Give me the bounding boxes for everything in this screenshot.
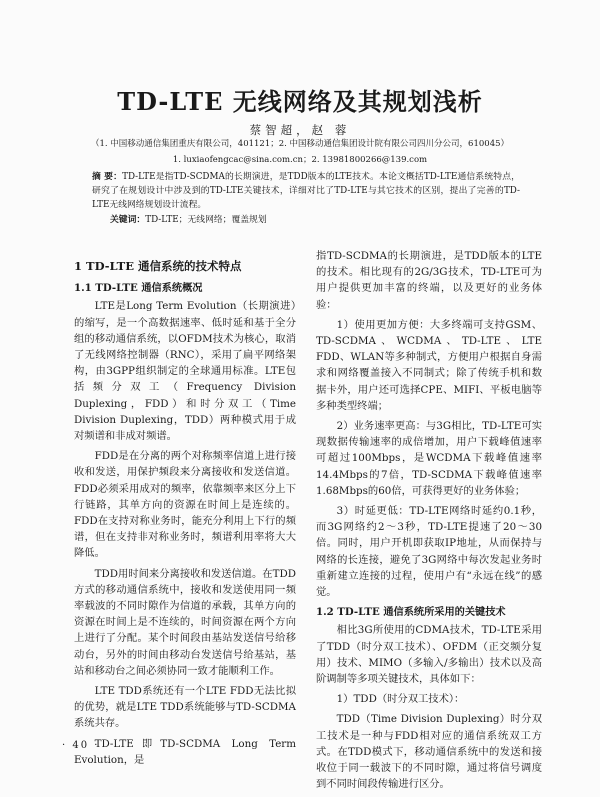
author-emails: 1. luxiaofengcac@sina.com.cn；2. 13981800266@139.com — [172, 155, 428, 165]
keywords-text: TD-LTE；无线网络；覆盖规划 — [145, 215, 267, 225]
abstract-label: 摘 要： — [92, 172, 123, 182]
paragraph: 3）时延更低：TD-LTE网络时延约0.1秒，而3G网络约2～3秒，TD-LTE提速了20～30倍。同时，用户开机即获取IP地址，从而保持与网络的长连接，避免了3G网络中每次发起业务时重新建立连接的过程，使用户有“永远在线”的感觉。 — [316, 505, 542, 599]
abstract-text: TD-LTE是指TD-SCDMA的长期演进，是TDD版本的LTE技术。本论文概括TD-LTE通信系统特点，研究了在规划设计中涉及到的TD-LTE关键技术，详细对比了TD-LTE与其它技术的区别，提出了完善的TD-LTE无线网络规划设计流程。 — [92, 172, 520, 210]
section-heading: 1 TD-LTE 通信系统的技术特点 — [74, 259, 242, 273]
abstract — [92, 170, 520, 212]
keywords — [110, 213, 530, 227]
affiliation: （1. 中国移动通信集团重庆有限公司，401121；2. 中国移动通信集团设计院有限公司四川分公司，610045） — [90, 139, 510, 149]
paragraph: LTE是Long Term Evolution（长期演进）的缩写，是一个高数据速率、低时延和基于全分组的移动通信系统，以OFDM技术为核心，取消了无线网络控制器（RNC），采用了扁平网络架构，由3GPP组织制定的全球通用标准。LTE包括频分双工（Frequency Division Duplexing，FDD）和时分双工（Time Division Duplexing，TDD）两种模式用于成对频谱和非成对频谱。 — [74, 300, 296, 443]
page-number: · 40 · — [62, 740, 100, 751]
right-column — [316, 248, 542, 797]
paper-title: TD-LTE 无线网络及其规划浅析 — [117, 87, 483, 116]
paragraph: TDD用时间来分离接收和发送信道。在TDD方式的移动通信系统中，接收和发送使用同一频率载波的不同时隙作为信道的承载，其单方向的资源在时间上是不连续的，时间资源在两个方向上进行了分配。某个时间段由基站发送信号给移动台，另外的时间由移动台发送信号给基站，基站和移动台之间必须协同一致才能顺利工作。 — [74, 567, 296, 677]
subsection-heading: 1.1 TD-LTE 通信系统概况 — [74, 282, 203, 295]
paragraph: 2）业务速率更高：与3G相比，TD-LTE可实现数据传输速率的成倍增加，用户下载峰值速率可超过100Mbps，是WCDMA下载峰值速率14.4Mbps的7倍，TD-SCDMA下载峰值速率1.68Mbps的60倍，可获得更好的业务体验； — [316, 420, 542, 497]
paragraph: 1）使用更加方便：大多终端可支持GSM、TD-SCDMA、WCDMA、TD-LTE、LTE FDD、WLAN等多种制式，方便用户根据自身需求和网络覆盖接入不同制式；除了传统手机和数据卡外，用户还可选择CPE、MIFI、平板电脑等多种类型终端； — [316, 318, 542, 412]
subsection-heading: 1.2 TD-LTE 通信系统所采用的关键技术 — [316, 606, 506, 619]
paragraph: FDD是在分离的两个对称频率信道上进行接收和发送，用保护频段来分离接收和发送信道。FDD必须采用成对的频率，依靠频率来区分上下行链路，其单方向的资源在时间上是连续的。FDD在支持对称业务时，能充分利用上下行的频谱，但在支持非对称业务时，频谱利用率将大大降低。 — [74, 450, 296, 560]
authors: 蔡智超，赵 蓉 — [249, 123, 351, 137]
paragraph: LTE TDD系统还有一个LTE FDD无法比拟的优势，就是LTE TDD系统能够与TD-SCDMA系统共存。 — [74, 685, 296, 730]
paragraph: 指TD-SCDMA的长期演进，是TDD版本的LTE的技术。相比现有的2G/3G技术，TD-LTE可为用户提供更加丰富的终端，以及更好的业务体验： — [316, 250, 542, 311]
left-column — [74, 258, 296, 772]
keywords-label: 关键词： — [110, 215, 146, 225]
paragraph: TD-LTE即TD-SCDMA Long Term Evolution，是 — [74, 737, 296, 766]
paragraph: TDD（Time Division Duplexing）时分双工技术是一种与FDD相对应的通信系统双工方式。在TDD模式下，移动通信系统中的发送和接收位于同一载波下的不同时隙，通过将信号调度到不同时间段传输进行区分。 — [316, 713, 542, 791]
paragraph: 相比3G所使用的CDMA技术，TD-LTE采用了TDD（时分双工技术）、OFDM（正交频分复用）技术、MIMO（多输入/多输出）技术以及高阶调制等多项关键技术，具体如下： — [316, 624, 542, 686]
paragraph: 1）TDD（时分双工技术）： — [336, 693, 465, 706]
